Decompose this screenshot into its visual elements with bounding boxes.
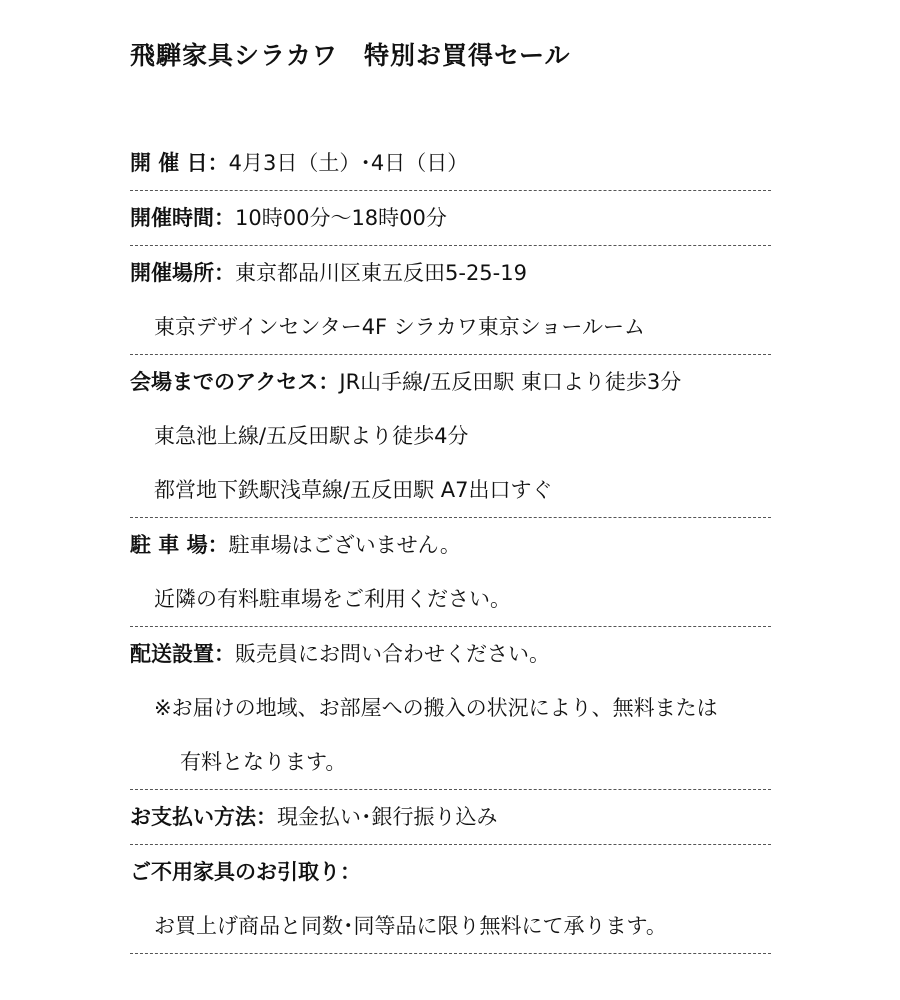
info-value: 10時00分～18時00分 <box>235 206 447 230</box>
info-continuation: お買上げ商品と同数･同等品に限り無料にて承ります。 <box>154 914 667 938</box>
info-label: 開 催 日： <box>130 151 229 175</box>
info-label: お支払い方法： <box>130 805 277 829</box>
info-section-venue <box>130 246 771 355</box>
info-continuation: 近隣の有料駐車場をご利用ください。 <box>154 587 511 611</box>
info-label: 配送設置： <box>130 642 235 666</box>
info-value: 東京都品川区東五反田5-25-19 <box>235 261 527 285</box>
info-value: 4月3日（土）･4日（日） <box>228 151 469 175</box>
info-continuation: ※お届けの地域、お部屋への搬入の状況により、無料または <box>154 696 718 720</box>
info-section-delivery <box>130 627 771 790</box>
info-section-payment <box>130 790 771 845</box>
info-label: ご不用家具のお引取り： <box>130 860 361 884</box>
info-continuation: 東京デザインセンター4F シラカワ東京ショールーム <box>154 315 645 339</box>
info-continuation: 有料となります。 <box>180 750 347 774</box>
info-row <box>130 136 771 190</box>
info-row <box>130 845 771 899</box>
info-value: 現金払い･銀行振り込み <box>277 805 498 829</box>
info-row <box>130 355 771 409</box>
info-section-pickup <box>130 845 771 954</box>
info-section-parking <box>130 518 771 627</box>
info-label: 駐 車 場： <box>130 533 229 557</box>
info-label: 開催時間： <box>130 206 235 230</box>
info-label: 会場までのアクセス： <box>130 370 340 394</box>
info-value: 販売員にお問い合わせください。 <box>235 642 550 666</box>
page-title: 飛騨家具シラカワ 特別お買得セール <box>130 41 571 70</box>
info-value: JR山手線/五反田駅 東口より徒歩3分 <box>339 370 682 394</box>
info-continuation: 都営地下鉄駅浅草線/五反田駅 A7出口すぐ <box>154 478 553 502</box>
event-info-list <box>130 136 771 954</box>
info-value: 駐車場はございません。 <box>228 533 461 557</box>
info-row <box>130 518 771 572</box>
info-row <box>130 627 771 681</box>
info-row <box>130 790 771 844</box>
info-section-access <box>130 355 771 518</box>
info-section-time <box>130 191 771 246</box>
info-row <box>130 246 771 300</box>
info-continuation: 東急池上線/五反田駅より徒歩4分 <box>154 424 469 448</box>
info-section-date <box>130 136 771 191</box>
info-label: 開催場所： <box>130 261 235 285</box>
info-row <box>130 191 771 245</box>
